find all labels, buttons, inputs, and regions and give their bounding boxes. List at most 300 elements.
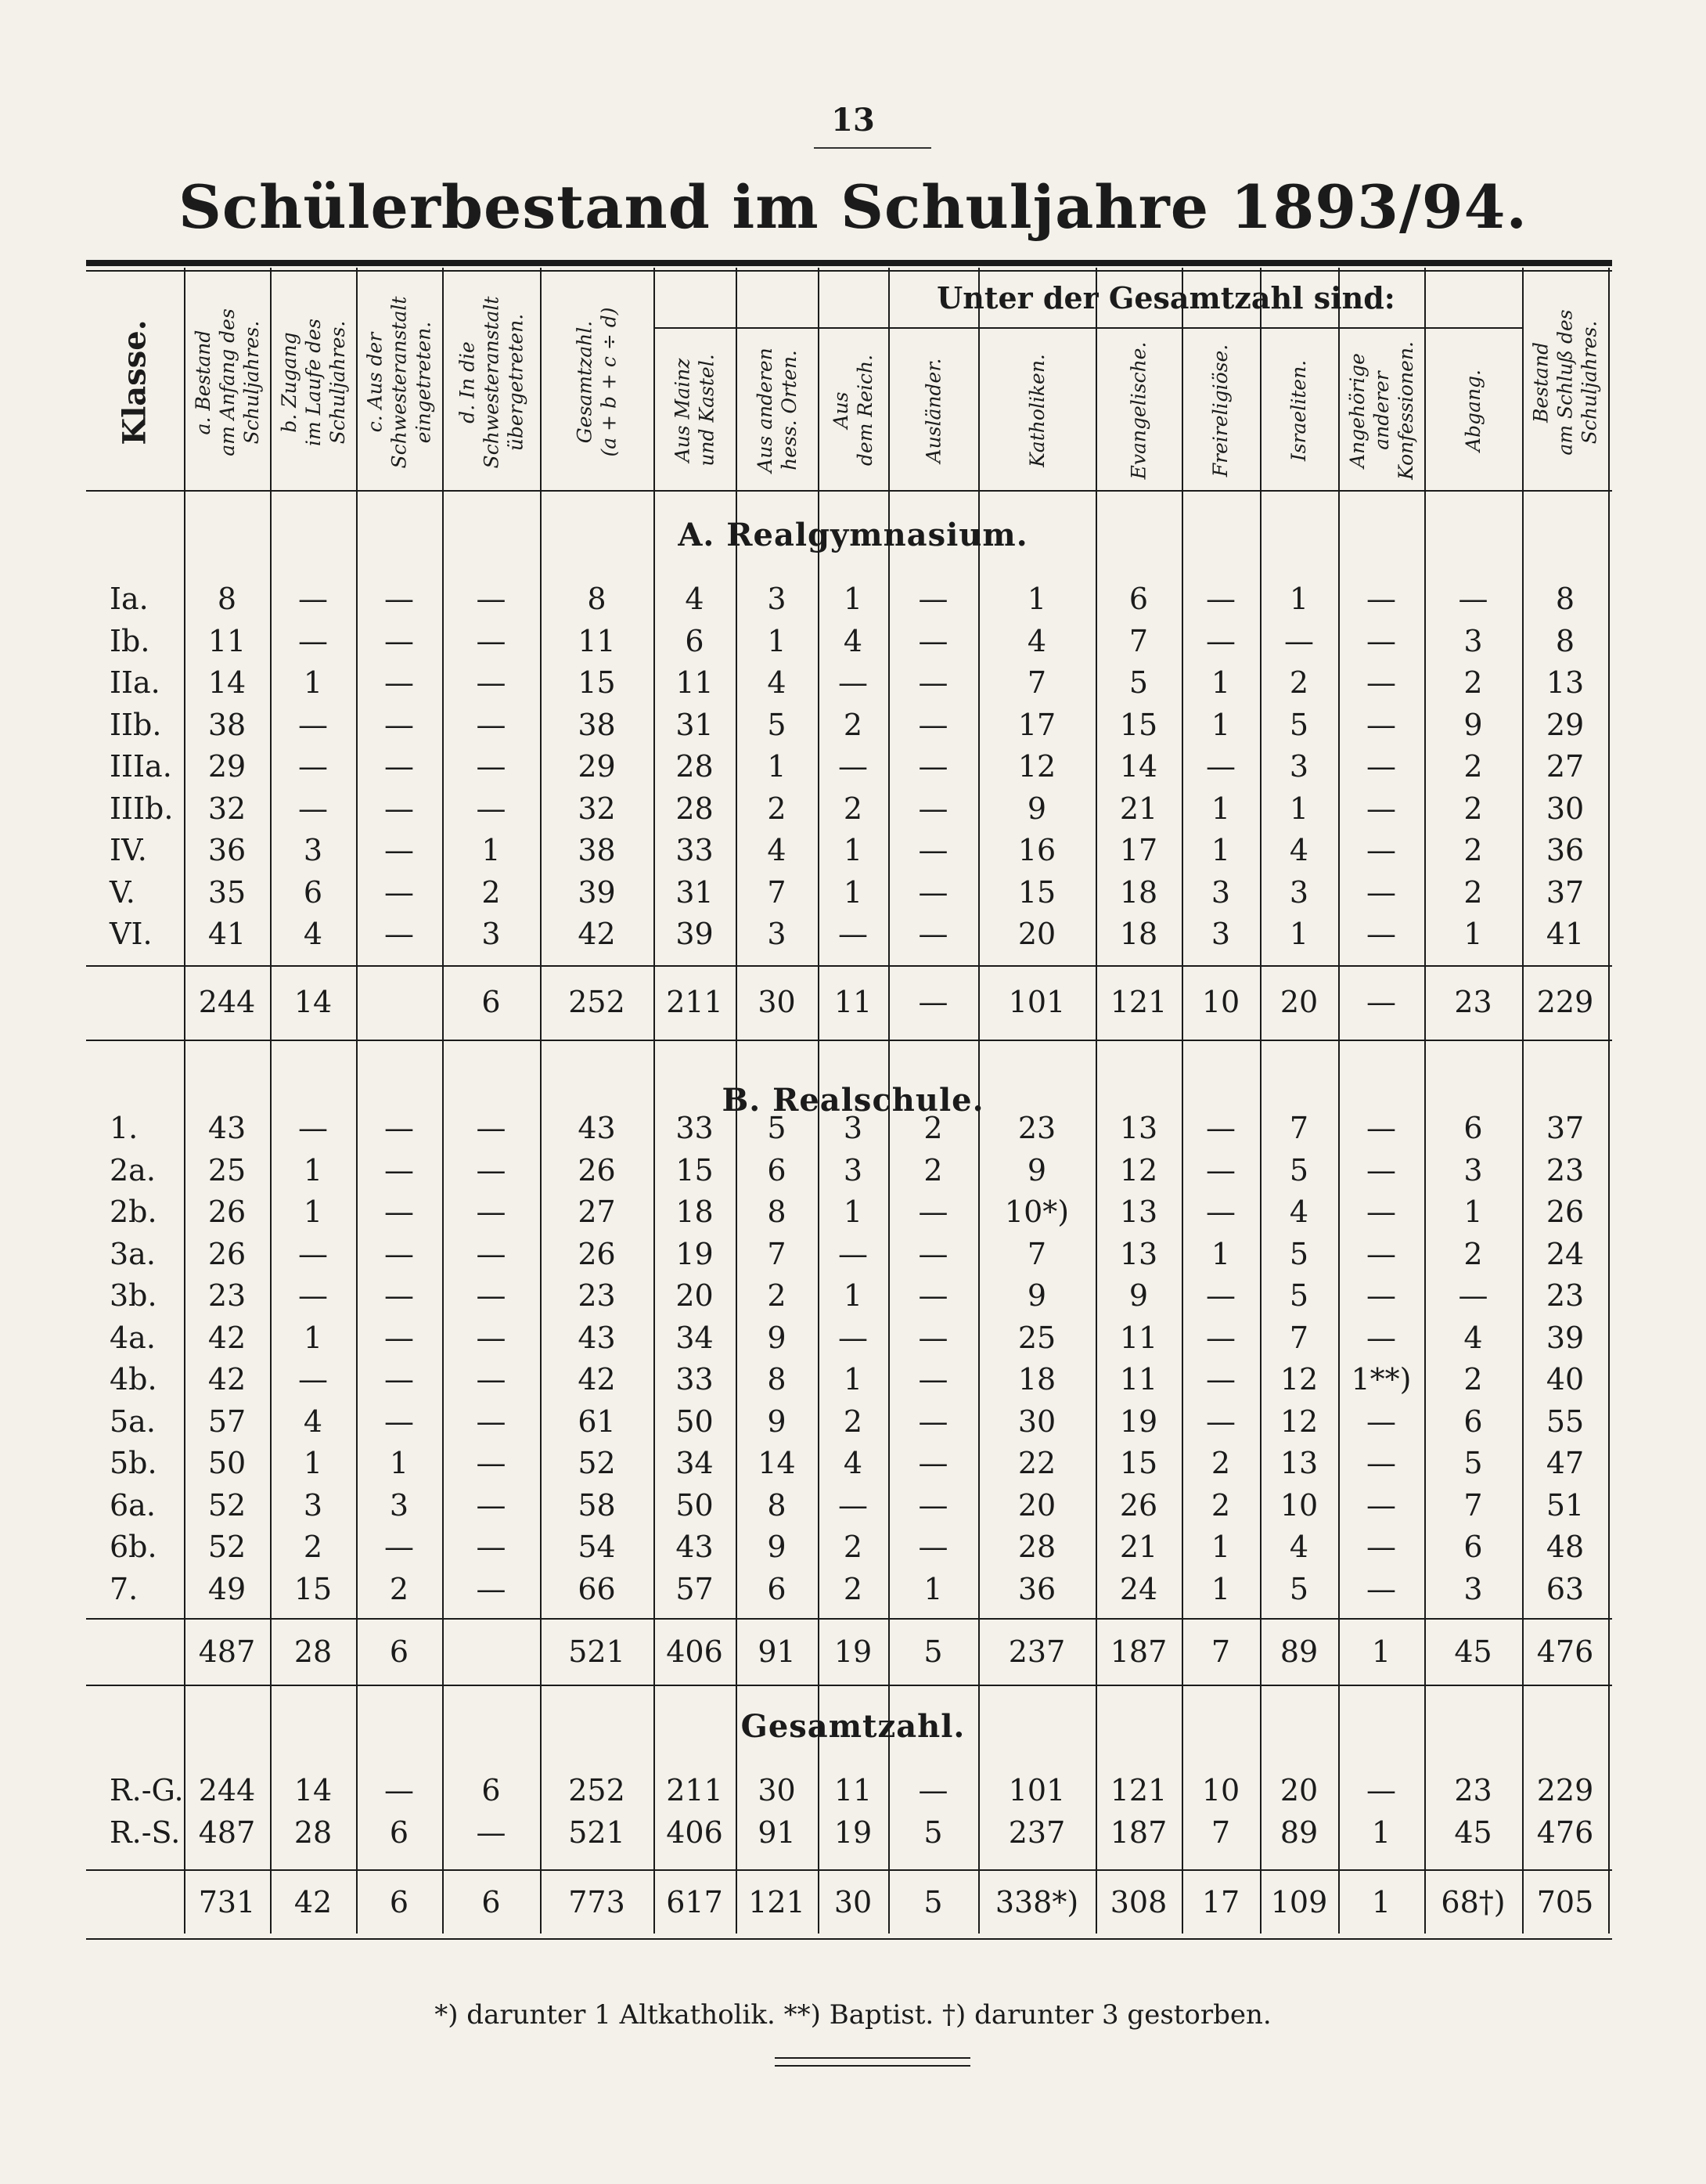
table-row-cell: 6 bbox=[1463, 1404, 1483, 1439]
table-row-cell: — bbox=[1458, 582, 1488, 616]
page-title: Schülerbestand im Schuljahre 1893/94. bbox=[178, 172, 1528, 242]
table-row-cell: 23 bbox=[1546, 1278, 1585, 1313]
table-row-cell: — bbox=[1366, 833, 1396, 867]
table-row-cell: 50 bbox=[675, 1404, 714, 1439]
table-row-cell: 1 bbox=[1289, 917, 1309, 951]
table-row-cell: — bbox=[1366, 874, 1396, 910]
column-header bbox=[1182, 330, 1260, 490]
table-row-cell: — bbox=[384, 833, 414, 867]
table-row-cell: 36 bbox=[1017, 1571, 1056, 1606]
table-row-cell: 7 bbox=[1128, 623, 1149, 658]
table-row-cell: — bbox=[1366, 1773, 1396, 1807]
table-row-cell: 8 bbox=[217, 582, 237, 616]
table-row-cell: 29 bbox=[207, 749, 247, 784]
table-row-cell: 14 bbox=[1119, 749, 1158, 784]
total-row-cell: 23 bbox=[1454, 985, 1492, 1019]
total-row-cell: 187 bbox=[1110, 1634, 1168, 1669]
class-label: Ia. bbox=[110, 582, 149, 616]
total-row-cell: 237 bbox=[1008, 1634, 1066, 1669]
total-row-cell: 5 bbox=[923, 1634, 943, 1669]
table-row-cell: 1 bbox=[1027, 582, 1047, 616]
table-row-cell: 5 bbox=[1128, 665, 1149, 700]
table-row-cell: 52 bbox=[578, 1446, 616, 1480]
table-row-cell: 1 bbox=[843, 1362, 863, 1397]
table-row-cell: — bbox=[1366, 1487, 1396, 1523]
table-row-cell: — bbox=[384, 1111, 414, 1145]
table-row-cell: 252 bbox=[568, 1773, 625, 1807]
table-row-cell: 8 bbox=[1555, 582, 1575, 616]
table-row-cell: — bbox=[298, 1111, 328, 1145]
table-row-cell: 16 bbox=[1017, 833, 1056, 867]
table-row-cell: 20 bbox=[1017, 917, 1056, 951]
table-row-cell: 3 bbox=[767, 917, 786, 951]
top-rule bbox=[86, 260, 1612, 266]
table-row-cell: 1 bbox=[767, 623, 786, 658]
total-row-cell: 6 bbox=[481, 1885, 501, 1919]
total-row-cell: 252 bbox=[568, 985, 625, 1019]
table-row-cell: 14 bbox=[207, 665, 247, 700]
table-row-cell: 23 bbox=[578, 1278, 616, 1313]
table-row-cell: 38 bbox=[578, 707, 616, 742]
table-row-cell: 30 bbox=[1017, 1404, 1056, 1439]
table-row-cell: 9 bbox=[1027, 1152, 1047, 1188]
table-row-cell: 1 bbox=[1463, 1195, 1483, 1229]
table-row-cell: — bbox=[1206, 1152, 1236, 1188]
table-row-cell: 3 bbox=[1463, 1152, 1483, 1188]
table-row-cell: 2 bbox=[303, 1530, 323, 1564]
table-row-cell: 2 bbox=[843, 1571, 863, 1606]
table-row-cell: 36 bbox=[1546, 833, 1585, 867]
table-row-cell: 2 bbox=[923, 1111, 943, 1145]
table-row-cell: — bbox=[384, 1152, 414, 1188]
table-row-cell: 19 bbox=[1119, 1404, 1158, 1439]
total-row-cell: 19 bbox=[833, 1634, 873, 1669]
column-header bbox=[978, 330, 1096, 490]
table-row-cell: 2 bbox=[767, 1278, 786, 1313]
table-row-cell: 17 bbox=[1017, 707, 1056, 742]
total-row-cell: 244 bbox=[198, 985, 256, 1019]
table-row-cell: — bbox=[1366, 917, 1396, 951]
table-row-cell: — bbox=[476, 749, 506, 784]
table-row-cell: — bbox=[384, 1236, 414, 1271]
table-row-cell: 49 bbox=[207, 1571, 247, 1606]
table-row-cell: 11 bbox=[578, 623, 616, 658]
table-row-cell: 13 bbox=[1280, 1446, 1319, 1480]
table-row-cell: 9 bbox=[1463, 707, 1483, 742]
table-row-cell: — bbox=[1366, 749, 1396, 784]
column-header bbox=[540, 274, 653, 490]
table-row-cell: 9 bbox=[767, 1320, 786, 1355]
total-row-cell: 14 bbox=[293, 985, 333, 1019]
table-row-cell: — bbox=[918, 791, 948, 826]
table-row-cell: 3 bbox=[1211, 874, 1231, 910]
column-header-label: Bestand am Schluß des Schuljahres. bbox=[1529, 308, 1601, 456]
table-row-cell: 9 bbox=[767, 1530, 786, 1564]
table-row-cell: — bbox=[476, 1446, 506, 1480]
table-row-cell: — bbox=[918, 1773, 948, 1807]
table-row-cell: 2 bbox=[1463, 833, 1483, 867]
column-header-label: Angehörige anderer Konfessionen. bbox=[1345, 341, 1417, 480]
total-row-cell: 406 bbox=[666, 1634, 723, 1669]
table-row-cell: — bbox=[1366, 1571, 1396, 1606]
header-group-title: Unter der Gesamtzahl sind: bbox=[937, 280, 1395, 315]
table-row-cell: 54 bbox=[578, 1530, 616, 1564]
table-row-cell: 28 bbox=[1017, 1530, 1056, 1564]
table-row-cell: 5 bbox=[767, 1111, 786, 1145]
table-row-cell: 50 bbox=[675, 1487, 714, 1523]
column-header-label: Aus anderen hess. Orten. bbox=[753, 348, 801, 473]
table-row-cell: 25 bbox=[1017, 1320, 1056, 1355]
table-row-cell: 24 bbox=[1546, 1236, 1585, 1271]
table-row-cell: — bbox=[918, 665, 948, 700]
total-row-cell: 121 bbox=[1110, 985, 1168, 1019]
table-row-cell: — bbox=[298, 1278, 328, 1313]
table-row-cell: 6 bbox=[767, 1152, 786, 1188]
table-row-cell: 2 bbox=[1289, 665, 1309, 700]
table-row-cell: 6 bbox=[481, 1773, 501, 1807]
table-row-cell: 1**) bbox=[1351, 1362, 1412, 1397]
table-row-cell: 476 bbox=[1536, 1815, 1594, 1850]
total-row-cell: 1 bbox=[1371, 1634, 1391, 1669]
table-row-cell: — bbox=[476, 1111, 506, 1145]
total-row-cell: 6 bbox=[481, 985, 501, 1019]
table-row-cell: — bbox=[1366, 1404, 1396, 1439]
total-row-cell: 121 bbox=[748, 1885, 805, 1919]
table-row-cell: 9 bbox=[1027, 1278, 1047, 1313]
table-row-cell: — bbox=[918, 582, 948, 616]
table-row-cell: — bbox=[476, 1815, 506, 1850]
table-row-cell: 4 bbox=[1289, 1195, 1309, 1229]
column-header bbox=[1522, 274, 1608, 490]
table-row-cell: 29 bbox=[1546, 707, 1585, 742]
table-row-cell: 41 bbox=[207, 917, 247, 951]
table-row-cell: — bbox=[1366, 665, 1396, 700]
table-row-cell: — bbox=[1206, 1320, 1236, 1355]
total-row-cell: 6 bbox=[389, 1885, 409, 1919]
table-row-cell: — bbox=[476, 665, 506, 700]
table-row-cell: 1 bbox=[1289, 582, 1309, 616]
table-row-cell: 13 bbox=[1119, 1111, 1158, 1145]
table-row-cell: 18 bbox=[675, 1195, 714, 1229]
table-row-cell: 3 bbox=[389, 1487, 409, 1523]
table-row-cell: 9 bbox=[1128, 1278, 1149, 1313]
total-row-cell: — bbox=[1366, 985, 1396, 1019]
table-row-cell: — bbox=[1366, 707, 1396, 742]
total-row-cell: 308 bbox=[1110, 1885, 1168, 1919]
table-row-cell: 1 bbox=[303, 1320, 323, 1355]
table-row-cell: — bbox=[384, 1404, 414, 1439]
table-row-cell: 2 bbox=[923, 1152, 943, 1188]
table-row-cell: 42 bbox=[207, 1362, 247, 1397]
column-header bbox=[184, 274, 270, 490]
table-row-cell: 4 bbox=[1027, 623, 1047, 658]
table-row-cell: 2 bbox=[843, 791, 863, 826]
table-row-cell: 21 bbox=[1119, 1530, 1158, 1564]
table-row-cell: — bbox=[918, 623, 948, 658]
class-label: 3a. bbox=[110, 1236, 156, 1271]
table-row-cell: 8 bbox=[587, 582, 606, 616]
total-row-cell: 731 bbox=[198, 1885, 256, 1919]
table-row-cell: — bbox=[476, 1362, 506, 1397]
column-header-label: Aus dem Reich. bbox=[830, 354, 876, 467]
class-label: 4a. bbox=[110, 1320, 156, 1355]
table-row-cell: — bbox=[1206, 1278, 1236, 1313]
table-row-cell: — bbox=[384, 917, 414, 951]
table-row-cell: — bbox=[918, 1236, 948, 1271]
table-row-cell: 6 bbox=[767, 1571, 786, 1606]
table-row-cell: 5 bbox=[1289, 1278, 1309, 1313]
table-row-cell: 15 bbox=[1017, 874, 1056, 910]
column-header bbox=[442, 274, 540, 490]
table-row-cell: 28 bbox=[293, 1815, 333, 1850]
table-row-cell: 4 bbox=[303, 917, 323, 951]
table-row-cell: 10 bbox=[1201, 1773, 1240, 1807]
table-row-cell: — bbox=[1206, 1195, 1236, 1229]
total-row-cell: 229 bbox=[1536, 985, 1594, 1019]
total-row-cell: 45 bbox=[1454, 1634, 1492, 1669]
table-row-cell: — bbox=[384, 791, 414, 826]
total-row-cell: 109 bbox=[1270, 1885, 1328, 1919]
header-klasse bbox=[86, 274, 184, 490]
table-row-cell: 6 bbox=[1463, 1111, 1483, 1145]
table-row-cell: 6 bbox=[303, 874, 323, 910]
table-row-cell: — bbox=[918, 1487, 948, 1523]
table-row-cell: — bbox=[476, 1320, 506, 1355]
total-row-cell: 89 bbox=[1280, 1634, 1319, 1669]
table-row-cell: 43 bbox=[578, 1320, 616, 1355]
table-row-cell: 487 bbox=[198, 1815, 256, 1850]
table-row-cell: 1 bbox=[923, 1571, 943, 1606]
table-row-cell: 1 bbox=[843, 833, 863, 867]
total-row-cell: 211 bbox=[666, 985, 723, 1019]
table-row-cell: 2 bbox=[1463, 749, 1483, 784]
table-row-cell: 11 bbox=[1119, 1362, 1158, 1397]
table-row-cell: 43 bbox=[207, 1111, 247, 1145]
table-row-cell: 12 bbox=[1119, 1152, 1158, 1188]
table-row-cell: 43 bbox=[578, 1111, 616, 1145]
table-row-cell: 3 bbox=[1289, 874, 1309, 910]
table-row-cell: 38 bbox=[207, 707, 247, 742]
section-title: B. Realschule. bbox=[722, 1082, 984, 1119]
table-row-cell: 11 bbox=[1119, 1320, 1158, 1355]
table-row-cell: 15 bbox=[1119, 1446, 1158, 1480]
column-header bbox=[653, 330, 736, 490]
table-row-cell: — bbox=[384, 749, 414, 784]
table-row-cell: 52 bbox=[207, 1530, 247, 1564]
table-row-cell: 34 bbox=[675, 1446, 714, 1480]
table-row-cell: — bbox=[476, 1404, 506, 1439]
column-header-label: d. In die Schwesteranstalt übergetreten. bbox=[455, 296, 527, 468]
table-row-cell: — bbox=[298, 1362, 328, 1397]
footnote: *) darunter 1 Altkatholik. **) Baptist. †) darunter 3 gestorben. bbox=[434, 1999, 1272, 2031]
table-row-cell: — bbox=[918, 707, 948, 742]
total-row-cell: 338*) bbox=[995, 1885, 1079, 1919]
table-row-cell: 2 bbox=[1463, 1362, 1483, 1397]
table-row-cell: — bbox=[476, 1236, 506, 1271]
column-header bbox=[270, 274, 356, 490]
class-label: 5a. bbox=[110, 1404, 156, 1439]
table-row-cell: 2 bbox=[843, 1404, 863, 1439]
table-row-cell: 26 bbox=[207, 1195, 247, 1229]
table-row-cell: 406 bbox=[666, 1815, 723, 1850]
total-row-cell: 5 bbox=[923, 1885, 943, 1919]
table-row-cell: 61 bbox=[578, 1404, 616, 1439]
table-row-cell: 10*) bbox=[1004, 1195, 1070, 1229]
table-row-cell: 1 bbox=[1211, 707, 1231, 742]
table-row-cell: 23 bbox=[207, 1278, 247, 1313]
table-row-cell: 20 bbox=[675, 1278, 714, 1313]
total-row-cell: 20 bbox=[1280, 985, 1319, 1019]
column-header-label: Katholiken. bbox=[1025, 353, 1049, 467]
header-klasse-label: Klasse. bbox=[117, 319, 154, 445]
table-row-cell: — bbox=[918, 1446, 948, 1480]
table-row-cell: 3 bbox=[1463, 623, 1483, 658]
table-row-cell: 1 bbox=[843, 874, 863, 910]
table-row-cell: 39 bbox=[578, 874, 616, 910]
total-row-cell: 11 bbox=[833, 985, 873, 1019]
table-row-cell: — bbox=[1206, 582, 1236, 616]
table-row-cell: 2 bbox=[1211, 1446, 1231, 1480]
table-row-cell: 28 bbox=[675, 749, 714, 784]
class-label: 5b. bbox=[110, 1446, 157, 1480]
table-row-cell: 14 bbox=[758, 1446, 796, 1480]
table-row-cell: 9 bbox=[767, 1404, 786, 1439]
total-row-cell: 487 bbox=[198, 1634, 256, 1669]
class-label: IIIa. bbox=[110, 749, 172, 784]
table-row-cell: — bbox=[1366, 623, 1396, 658]
table-row-cell: 5 bbox=[1289, 1236, 1309, 1271]
table-row-cell: 40 bbox=[1546, 1362, 1585, 1397]
table-row-cell: 27 bbox=[1546, 749, 1585, 784]
total-row-cell: 91 bbox=[758, 1634, 796, 1669]
table-row-cell: 1 bbox=[843, 582, 863, 616]
column-header-label: c. Aus der Schwesteranstalt eingetreten. bbox=[363, 296, 435, 468]
column-header bbox=[1338, 330, 1424, 490]
total-row-cell: 1 bbox=[1371, 1885, 1391, 1919]
table-row-cell: — bbox=[476, 1530, 506, 1564]
table-row-cell: 3 bbox=[303, 1487, 323, 1523]
table-row-cell: 19 bbox=[675, 1236, 714, 1271]
table-row-cell: — bbox=[384, 623, 414, 658]
table-row-cell: — bbox=[298, 749, 328, 784]
class-label: 7. bbox=[110, 1571, 139, 1606]
table-row-cell: 7 bbox=[1289, 1320, 1309, 1355]
column-header-label: Ausländer. bbox=[922, 358, 945, 463]
table-row-cell: 34 bbox=[675, 1320, 714, 1355]
table-row-cell: — bbox=[838, 749, 868, 784]
table-row-cell: 1 bbox=[1289, 791, 1309, 826]
column-header-label: Abgang. bbox=[1462, 369, 1485, 452]
table-row-cell: 1 bbox=[481, 833, 501, 867]
table-row-cell: 4 bbox=[303, 1404, 323, 1439]
table-row-cell: 50 bbox=[207, 1446, 247, 1480]
class-label: 1. bbox=[110, 1111, 139, 1145]
table-row-cell: 17 bbox=[1119, 833, 1158, 867]
table-row-cell: — bbox=[476, 1571, 506, 1606]
table-row-cell: 36 bbox=[207, 833, 247, 867]
table-row-cell: 1 bbox=[1211, 665, 1231, 700]
table-row-cell: — bbox=[476, 707, 506, 742]
table-row-cell: 41 bbox=[1546, 917, 1585, 951]
table-row-cell: 57 bbox=[675, 1571, 714, 1606]
table-row-cell: 18 bbox=[1119, 917, 1158, 951]
table-row-cell: 6 bbox=[685, 623, 704, 658]
table-row-cell: — bbox=[298, 791, 328, 826]
table-row-cell: 211 bbox=[666, 1773, 723, 1807]
table-row-cell: 55 bbox=[1546, 1404, 1585, 1439]
total-row-cell: 30 bbox=[758, 985, 796, 1019]
table-row-cell: 1 bbox=[1371, 1815, 1391, 1850]
total-row-cell: 30 bbox=[833, 1885, 873, 1919]
table-row-cell: 15 bbox=[1119, 707, 1158, 742]
table-row-cell: 5 bbox=[923, 1815, 943, 1850]
table-row-cell: 3 bbox=[767, 582, 786, 616]
table-row-cell: 32 bbox=[578, 791, 616, 826]
table-row-cell: 13 bbox=[1119, 1195, 1158, 1229]
table-row-cell: 1 bbox=[1211, 1236, 1231, 1271]
column-header bbox=[736, 330, 818, 490]
total-row-cell: 476 bbox=[1536, 1634, 1594, 1669]
table-row-cell: 229 bbox=[1536, 1773, 1594, 1807]
table-row-cell: 2 bbox=[1463, 874, 1483, 910]
table-row-cell: 101 bbox=[1008, 1773, 1066, 1807]
table-row-cell: 3 bbox=[1211, 917, 1231, 951]
table-row-cell: — bbox=[918, 1195, 948, 1229]
table-row-cell: 11 bbox=[207, 623, 247, 658]
table-row-cell: 42 bbox=[578, 917, 616, 951]
table-row-cell: — bbox=[384, 707, 414, 742]
table-row-cell: 30 bbox=[758, 1773, 796, 1807]
table-row-cell: — bbox=[298, 582, 328, 616]
column-header bbox=[1096, 330, 1182, 490]
table-row-cell: 24 bbox=[1119, 1571, 1158, 1606]
table-row-cell: 15 bbox=[293, 1571, 333, 1606]
column-header-label: Aus Mainz und Kastel. bbox=[671, 354, 718, 467]
class-label: V. bbox=[110, 874, 135, 910]
table-row-cell: 22 bbox=[1017, 1446, 1056, 1480]
table-row-cell: — bbox=[384, 1320, 414, 1355]
table-row-cell: 23 bbox=[1454, 1773, 1492, 1807]
table-row-cell: — bbox=[384, 1530, 414, 1564]
table-row-cell: 6 bbox=[1463, 1530, 1483, 1564]
table-row-cell: 66 bbox=[578, 1571, 616, 1606]
table-row-cell: — bbox=[384, 1362, 414, 1397]
table-row-cell: 3 bbox=[481, 917, 501, 951]
class-label: 2a. bbox=[110, 1152, 156, 1188]
total-row-cell: 42 bbox=[293, 1885, 333, 1919]
table-row-cell: 1 bbox=[303, 665, 323, 700]
table-row-cell: 42 bbox=[207, 1320, 247, 1355]
table-row-cell: — bbox=[838, 1320, 868, 1355]
table-row-cell: 3 bbox=[843, 1111, 863, 1145]
table-row-cell: — bbox=[384, 1773, 414, 1807]
table-row-cell: — bbox=[1284, 623, 1314, 658]
table-row-cell: 45 bbox=[1454, 1815, 1492, 1850]
table-row-cell: 21 bbox=[1119, 791, 1158, 826]
table-row-cell: — bbox=[838, 1487, 868, 1523]
table-row-cell: 47 bbox=[1546, 1446, 1585, 1480]
table-row-cell: 1 bbox=[1463, 917, 1483, 951]
table-row-cell: — bbox=[1206, 749, 1236, 784]
table-row-cell: 42 bbox=[578, 1362, 616, 1397]
class-label: IV. bbox=[110, 833, 147, 867]
table-row-cell: — bbox=[1366, 1152, 1396, 1188]
header-group-rule bbox=[653, 327, 1522, 329]
table-row-cell: 5 bbox=[767, 707, 786, 742]
table-row-cell: — bbox=[298, 707, 328, 742]
table-row-cell: 23 bbox=[1017, 1111, 1056, 1145]
table-row-cell: 33 bbox=[675, 1362, 714, 1397]
